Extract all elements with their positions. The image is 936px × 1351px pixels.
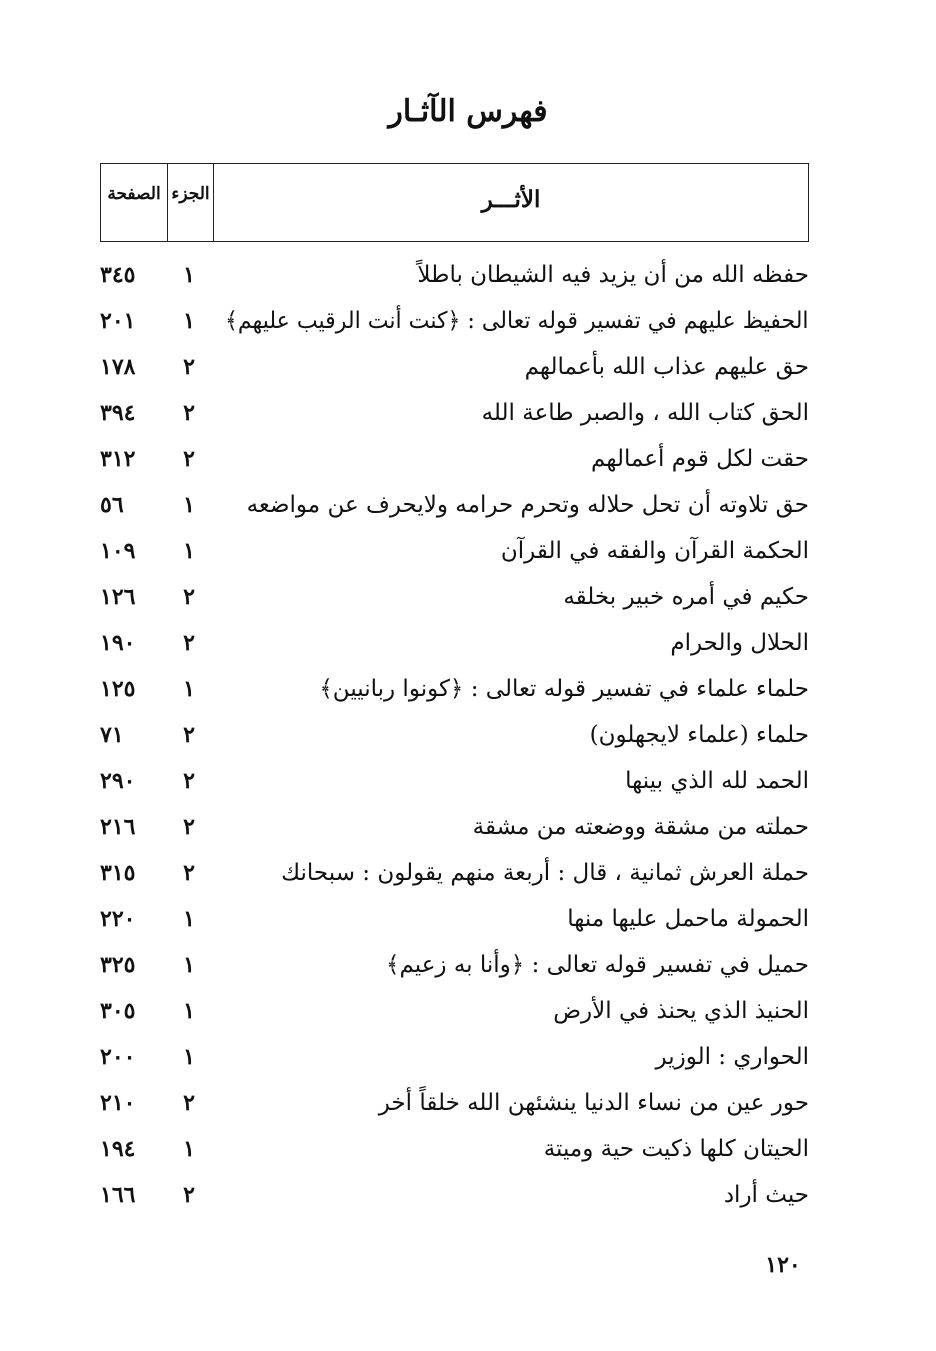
entry-volume: ٢ xyxy=(183,400,195,426)
index-entry xyxy=(100,666,809,712)
index-entry xyxy=(100,942,809,988)
entry-page: ٥٦ xyxy=(100,492,124,518)
index-entry xyxy=(100,620,809,666)
page-number: ١٢٠ xyxy=(765,1252,801,1278)
entry-volume: ٢ xyxy=(183,354,195,380)
entry-text: حلماء علماء في تفسير قوله تعالى : ﴿كونوا ربانيين﴾ xyxy=(319,676,809,702)
entry-text: حور عين من نساء الدنيا ينشئهن الله خلقاً أخر xyxy=(378,1090,809,1116)
entry-page: ١٠٩ xyxy=(100,538,136,564)
entry-volume: ٢ xyxy=(183,584,195,610)
index-table-header xyxy=(100,163,809,242)
entry-volume: ١ xyxy=(183,1044,195,1070)
entry-page: ١٩٤ xyxy=(100,1136,136,1162)
entry-volume: ١ xyxy=(183,262,195,288)
entry-page: ٢١٠ xyxy=(100,1090,136,1116)
entry-text: حملة العرش ثمانية ، قال : أربعة منهم يقولون : سبحانك xyxy=(281,860,809,886)
entry-text: حلماء (علماء لايجهلون) xyxy=(589,722,809,748)
entry-volume: ٢ xyxy=(183,1090,195,1116)
entry-volume: ١ xyxy=(183,906,195,932)
entry-page: ٣٠٥ xyxy=(100,998,136,1024)
entry-text: حملته من مشقة ووضعته من مشقة xyxy=(472,814,809,840)
index-entry xyxy=(100,712,809,758)
column-header-juz: الجزء xyxy=(167,164,213,241)
entry-text: الحمولة ماحمل عليها منها xyxy=(567,906,809,932)
entry-volume: ٢ xyxy=(183,630,195,656)
entry-volume: ٢ xyxy=(183,1182,195,1208)
index-entry xyxy=(100,804,809,850)
index-entry xyxy=(100,1080,809,1126)
entry-text: حكيم في أمره خبير بخلقه xyxy=(563,584,809,610)
index-entry xyxy=(100,896,809,942)
entry-text: الحنيذ الذي يحنذ في الأرض xyxy=(553,998,809,1024)
entry-page: ١٢٦ xyxy=(100,584,136,610)
entry-page: ٢٠٠ xyxy=(100,1044,136,1070)
index-entries xyxy=(100,252,809,1218)
entry-page: ٢٠١ xyxy=(100,308,136,334)
entry-text: حقت لكل قوم أعمالهم xyxy=(591,446,809,472)
entry-page: ٢٩٠ xyxy=(100,768,136,794)
entry-text: حيث أراد xyxy=(723,1182,809,1208)
column-header-page: الصفحة xyxy=(107,184,161,204)
entry-page: ٧١ xyxy=(100,722,124,748)
entry-text: الحكمة القرآن والفقه في القرآن xyxy=(500,538,809,564)
index-entry xyxy=(100,528,809,574)
index-entry xyxy=(100,252,809,298)
entry-volume: ١ xyxy=(183,998,195,1024)
entry-text: الحمد لله الذي بينها xyxy=(625,768,809,794)
entry-page: ١٢٥ xyxy=(100,676,136,702)
entry-text: الحفيظ عليهم في تفسير قوله تعالى : ﴿كنت أنت الرقيب عليهم﴾ xyxy=(225,308,809,334)
column-header-athar: الأثـــر xyxy=(213,164,808,241)
entry-page: ٣٤٥ xyxy=(100,262,136,288)
index-entry xyxy=(100,758,809,804)
entry-text: حق تلاوته أن تحل حلاله وتحرم حرامه ولايحرف عن مواضعه xyxy=(246,492,809,518)
index-entry xyxy=(100,436,809,482)
entry-page: ٢١٦ xyxy=(100,814,136,840)
entry-volume: ١ xyxy=(183,492,195,518)
index-entry xyxy=(100,390,809,436)
entry-page: ١٧٨ xyxy=(100,354,136,380)
index-entry xyxy=(100,1172,809,1218)
entry-text: حميل في تفسير قوله تعالى : ﴿وأنا به زعيم﴾ xyxy=(385,952,809,978)
entry-text: الحق كتاب الله ، والصبر طاعة الله xyxy=(481,400,809,426)
entry-page: ٢٢٠ xyxy=(100,906,136,932)
entry-text: حفظه الله من أن يزيد فيه الشيطان باطلاً xyxy=(417,262,809,288)
entry-volume: ١ xyxy=(183,308,195,334)
index-entry xyxy=(100,1034,809,1080)
index-entry xyxy=(100,988,809,1034)
index-entry xyxy=(100,850,809,896)
entry-volume: ٢ xyxy=(183,768,195,794)
entry-volume: ٢ xyxy=(183,722,195,748)
index-entry xyxy=(100,482,809,528)
entry-text: الحيتان كلها ذكيت حية وميتة xyxy=(543,1136,809,1162)
entry-page: ١٩٠ xyxy=(100,630,136,656)
entry-volume: ٢ xyxy=(183,814,195,840)
entry-page: ١٦٦ xyxy=(100,1182,136,1208)
entry-text: الحواري : الوزير xyxy=(655,1044,809,1070)
index-entry xyxy=(100,298,809,344)
index-entry xyxy=(100,574,809,620)
entry-volume: ١ xyxy=(183,676,195,702)
page-title: فهرس الآثـار xyxy=(388,94,548,129)
entry-text: حق عليهم عذاب الله بأعمالهم xyxy=(524,354,809,380)
entry-volume: ٢ xyxy=(183,446,195,472)
index-entry xyxy=(100,1126,809,1172)
entry-volume: ١ xyxy=(183,1136,195,1162)
index-entry xyxy=(100,344,809,390)
entry-page: ٣١٥ xyxy=(100,860,136,886)
entry-page: ٣٢٥ xyxy=(100,952,136,978)
entry-text: الحلال والحرام xyxy=(670,630,809,656)
entry-volume: ٢ xyxy=(183,860,195,886)
entry-volume: ١ xyxy=(183,538,195,564)
entry-page: ٣٩٤ xyxy=(100,400,136,426)
entry-volume: ١ xyxy=(183,952,195,978)
entry-page: ٣١٢ xyxy=(100,446,136,472)
